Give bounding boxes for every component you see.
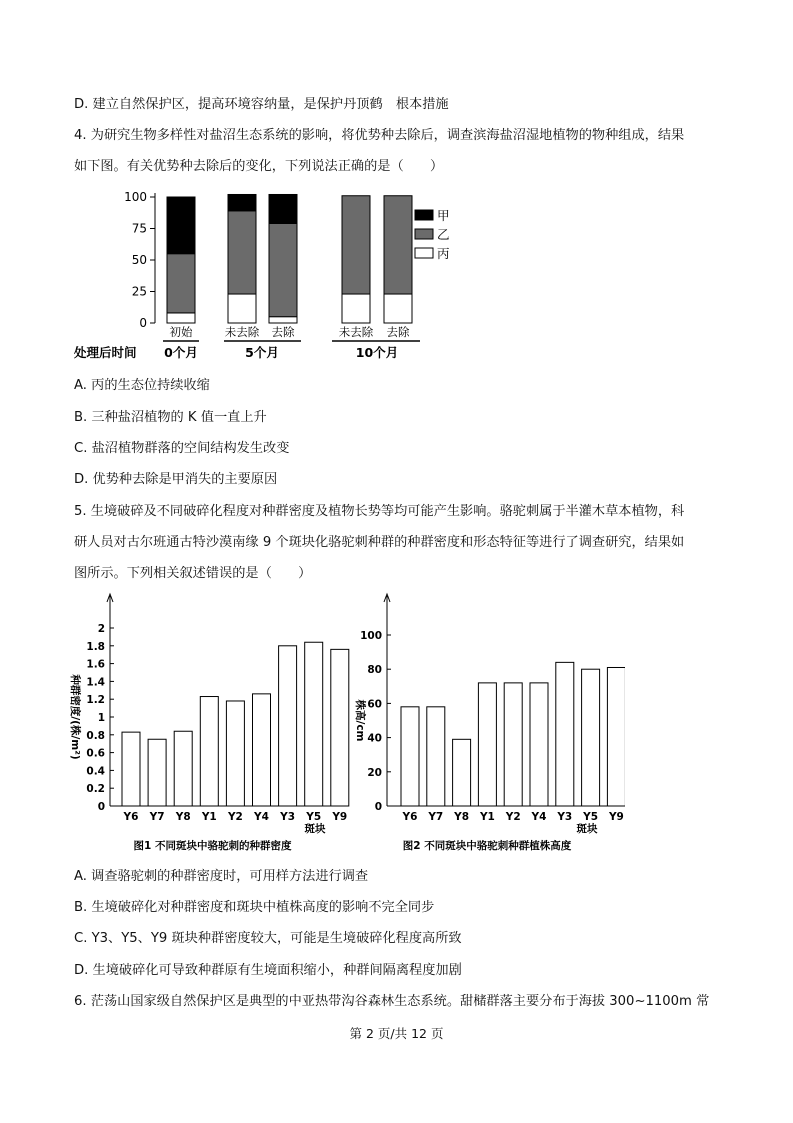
bar: [401, 707, 419, 806]
bar-segment: [167, 254, 195, 313]
bar: [427, 707, 445, 806]
bar-segment: [228, 211, 256, 294]
bar-segment: [342, 196, 370, 294]
y-tick-label: 0.4: [86, 765, 105, 778]
q5-option-b: B. 生境破碎化对种群密度和斑块中植株高度的影响不完全同步: [74, 900, 435, 915]
x-axis-title: 斑块: [304, 823, 326, 835]
bar-segment: [228, 294, 256, 323]
y-tick-label: 0: [97, 801, 105, 813]
x-tick-label: Y8: [175, 811, 191, 823]
x-tick-label: Y5: [306, 811, 322, 823]
q5-stem-line2: 研人员对古尔班通古特沙漠南缘 9 个斑块化骆驼刺种群的种群密度和形态特征等进行了调查研究，结果如: [74, 535, 685, 550]
q4-option-c: C. 盐沼植物群落的空间结构发生改变: [74, 441, 290, 456]
x-tick-label: Y7: [428, 811, 444, 823]
bar-segment: [384, 196, 412, 294]
x-tick-label: Y3: [557, 811, 573, 823]
y-tick-label: 60: [367, 698, 382, 711]
q5-stem-line3: 图所示。下列相关叙述错误的是（ ）: [74, 566, 312, 581]
legend-swatch: [415, 210, 433, 220]
bar: [530, 683, 548, 806]
x-tick-label: Y4: [254, 811, 269, 823]
bar-segment: [269, 194, 297, 223]
legend-label: 甲: [437, 208, 450, 223]
x-tick-label: Y4: [531, 811, 547, 823]
x-axis-title: 斑块: [576, 823, 598, 835]
q5-option-a: A. 调查骆驼刺的种群密度时，可用样方法进行调查: [74, 869, 369, 884]
y-tick-label: 0.2: [86, 783, 105, 796]
q4-stem-line2: 如下图。有关优势种去除后的变化，下列说法正确的是（ ）: [74, 159, 444, 174]
y-tick-label: 1.6: [86, 658, 105, 671]
x-tick-label: Y1: [201, 811, 217, 823]
bar: [453, 739, 471, 806]
q4-stacked-chart: [70, 185, 480, 365]
y-tick-label: 1.8: [86, 640, 105, 653]
x-tick-label: Y9: [608, 811, 624, 823]
x-tick-label: 去除: [271, 325, 295, 339]
bar: [607, 667, 625, 806]
y-tick-label: 2: [97, 623, 105, 635]
q4-stem-line1: 4. 为研究生物多样性对盐沼生态系统的影响，将优势种去除后，调查滨海盐沼湿地植物的物种组成，结果: [74, 128, 685, 143]
bar-segment: [384, 294, 412, 323]
y-tick-label: 100: [124, 190, 147, 204]
y-tick-label: 0.8: [86, 729, 105, 742]
y-tick-label: 50: [131, 253, 147, 267]
y-tick-label: 80: [367, 664, 382, 677]
y-tick-label: 0.6: [86, 747, 105, 760]
bar: [305, 642, 323, 806]
y-tick-label: 40: [367, 732, 382, 745]
y-axis-title: 株高/cm: [354, 699, 366, 742]
bar: [122, 732, 140, 806]
legend-label: 丙: [437, 246, 450, 261]
bar: [226, 701, 244, 806]
q5-fig2-chart: [345, 590, 625, 855]
y-tick-label: 0: [139, 316, 147, 330]
legend-label: 乙: [437, 227, 450, 242]
x-tick-label: Y5: [583, 811, 599, 823]
y-tick-label: 0: [374, 801, 382, 813]
x-tick-label: Y8: [454, 811, 470, 823]
q5-option-c: C. Y3、Y5、Y9 斑块种群密度较大，可能是生境破碎化程度高所致: [74, 931, 462, 946]
bar-segment: [342, 294, 370, 323]
q4-option-a: A. 丙的生态位持续收缩: [74, 378, 210, 393]
bar: [556, 662, 574, 806]
legend-swatch: [415, 248, 433, 258]
q3-option-d: D. 建立自然保护区，提高环境容纳量，是保护丹顶鹤 根本措施: [74, 97, 449, 112]
group-label: 0个月: [164, 345, 198, 360]
y-tick-label: 100: [360, 630, 382, 642]
q5-option-d: D. 生境破碎化可导致种群原有生境面积缩小，种群间隔离程度加剧: [74, 963, 462, 978]
x-tick-label: Y3: [280, 811, 296, 823]
q4-option-b: B. 三种盐沼植物的 K 值一直上升: [74, 410, 267, 425]
x-tick-label: Y6: [123, 811, 139, 823]
bar: [174, 731, 192, 806]
bar-segment: [269, 317, 297, 323]
x-tick-label: 未去除: [338, 325, 374, 339]
bar: [148, 739, 166, 806]
bar-segment: [167, 313, 195, 323]
chart-caption: 图1 不同斑块中骆驼刺的种群密度: [133, 840, 292, 852]
bar-segment: [167, 197, 195, 254]
x-tick-label: Y1: [479, 811, 495, 823]
q6-stem-line1: 6. 茫荡山国家级自然保护区是典型的中亚热带沟谷森林生态系统。甜槠群落主要分布于海拔 300~1100m 常: [74, 994, 710, 1009]
q4-option-d: D. 优势种去除是甲消失的主要原因: [74, 472, 278, 487]
bar: [279, 646, 297, 806]
y-tick-label: 1.2: [86, 694, 105, 707]
y-axis-title: 种群密度/(株/m²): [69, 674, 81, 760]
page-footer: 第 2 页/共 12 页: [349, 1026, 444, 1041]
x-tick-label: 未去除: [224, 325, 260, 339]
x-tick-label: Y9: [332, 811, 348, 823]
q5-fig1-chart: [60, 590, 350, 855]
x-tick-label: 初始: [169, 325, 193, 339]
y-tick-label: 75: [131, 221, 147, 236]
q5-stem-line1: 5. 生境破碎及不同破碎化程度对种群密度及植物长势等均可能产生影响。骆驼刺属于半灌木草本植物，科: [74, 504, 685, 519]
x-tick-label: Y2: [227, 811, 243, 823]
bar: [200, 697, 218, 806]
x-tick-label: Y6: [402, 811, 418, 823]
x-tick-label: Y2: [505, 811, 521, 823]
x-axis-title: 处理后时间: [74, 345, 137, 360]
bar: [253, 694, 271, 806]
x-tick-label: Y7: [149, 811, 165, 823]
group-label: 10个月: [355, 345, 399, 360]
bar: [582, 669, 600, 806]
chart-caption: 图2 不同斑块中骆驼刺种群植株高度: [402, 840, 572, 852]
y-tick-label: 1.4: [86, 676, 105, 689]
group-label: 5个月: [245, 345, 279, 360]
legend-swatch: [415, 229, 433, 239]
bar: [504, 683, 522, 806]
y-tick-label: 1: [97, 712, 105, 724]
x-tick-label: 去除: [386, 325, 410, 339]
y-tick-label: 20: [367, 766, 382, 779]
y-tick-label: 25: [131, 284, 147, 299]
bar-segment: [269, 223, 297, 316]
bar: [478, 683, 496, 806]
bar-segment: [228, 194, 256, 210]
